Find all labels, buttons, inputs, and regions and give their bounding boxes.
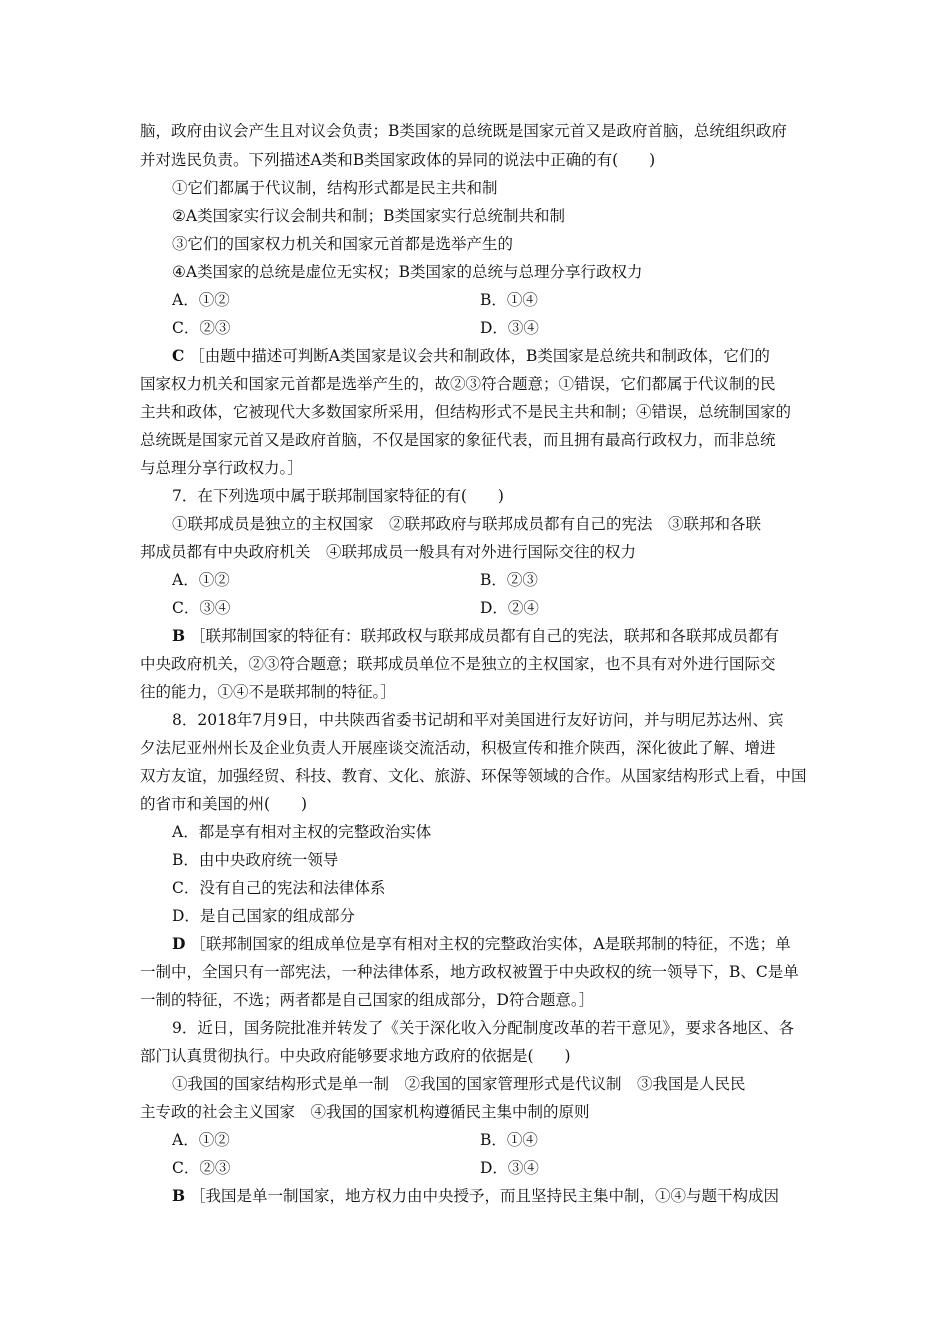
q6-option-a: A．①② xyxy=(172,291,230,309)
q6-explanation-line: 总统既是国家元首又是政府首脑，不仅是国家的象征代表，而且拥有最高行政权力，而非总统 xyxy=(140,431,776,449)
q6-answer: C xyxy=(172,346,185,365)
q6-option-d: D．③④ xyxy=(480,319,539,337)
q7-option-b: B．②③ xyxy=(480,571,538,589)
q6-explanation-text: ［由题中描述可判断A类国家是议会共和制政体，B类国家是总统共和制政体，它们的 xyxy=(189,347,770,365)
q9-option-c: C．②③ xyxy=(172,1159,231,1177)
q9-explanation-line xyxy=(172,1186,820,1206)
q8-answer: D xyxy=(172,934,186,953)
q9-option-d: D．③④ xyxy=(480,1159,539,1177)
q6-option-c: C．②③ xyxy=(172,319,231,337)
q7-option-c: C．③④ xyxy=(172,599,231,617)
q6-explanation-line: 主共和政体，它被现代大多数国家所采用，但结构形式不是民主共和制；④错误，总统制国家的 xyxy=(140,403,792,421)
q8-stem-line: 夕法尼亚州州长及企业负责人开展座谈交流活动，积极宣传和推介陕西，深化彼此了解、增进 xyxy=(140,739,776,757)
q7-explanation-text: ［联邦制国家的特征有：联邦政权与联邦成员都有自己的宪法，联邦和各联邦成员都有 xyxy=(190,627,780,645)
q7-stem: 7．在下列选项中属于联邦制国家特征的有( ) xyxy=(172,487,504,505)
q7-option-d: D．②④ xyxy=(480,599,539,617)
q7-item: ①联邦成员是独立的主权国家 ②联邦政府与联邦成员都有自己的宪法 ③联邦和各联 xyxy=(172,515,762,533)
q6-stem-line: 脑，政府由议会产生且对议会负责；B类国家的总统既是国家元首又是政府首脑，总统组织政府 xyxy=(140,122,787,140)
q8-option-b: B．由中央政府统一领导 xyxy=(172,851,339,869)
q6-item: ①它们都属于代议制，结构形式都是民主共和制 xyxy=(172,179,498,197)
q7-answer: B xyxy=(172,626,186,645)
q8-option-a: A．都是享有相对主权的完整政治实体 xyxy=(172,823,432,841)
q6-explanation-line: 与总理分享行政权力。］ xyxy=(140,459,303,477)
q8-explanation-line: 一制的特征，不选；两者都是自己国家的组成部分，D符合题意。］ xyxy=(140,991,595,1009)
q7-item: 邦成员都有中央政府机关 ④联邦成员一般具有对外进行国际交往的权力 xyxy=(140,543,637,561)
q6-option-b: B．①④ xyxy=(480,291,538,309)
q7-explanation-line xyxy=(172,626,820,646)
q8-stem-line: 的省市和美国的州( ) xyxy=(140,795,308,813)
q6-stem-line: 并对选民负责。下列描述A类和B类国家政体的异同的说法中正确的有( ) xyxy=(140,151,656,169)
q9-explanation-text: ［我国是单一制国家，地方权力由中央授予，而且坚持民主集中制，①④与题干构成因 xyxy=(190,1187,780,1205)
q7-explanation-line: 中央政府机关，②③符合题意；联邦成员单位不是独立的主权国家，也不具有对外进行国际交 xyxy=(140,655,776,673)
q6-item: ③它们的国家权力机关和国家元首都是选举产生的 xyxy=(172,235,514,253)
q8-option-c: C．没有自己的宪法和法律体系 xyxy=(172,879,386,897)
q9-stem-line: 9．近日，国务院批准并转发了《关于深化收入分配制度改革的若干意见》，要求各地区、各 xyxy=(172,1019,795,1037)
q7-explanation-line: 往的能力，①④不是联邦制的特征。］ xyxy=(140,683,396,701)
q9-option-a: A．①② xyxy=(172,1131,230,1149)
q9-item: ①我国的国家结构形式是单一制 ②我国的国家管理形式是代议制 ③我国是人民民 xyxy=(172,1075,746,1093)
q6-explanation-line xyxy=(172,346,820,366)
q8-explanation-line: 一制中，全国只有一部宪法，一种法律体系，地方政权被置于中央政权的统一领导下，B、C是单 xyxy=(140,963,799,981)
q8-stem-line: 双方友谊，加强经贸、科技、教育、文化、旅游、环保等领域的合作。从国家结构形式上看，中国 xyxy=(140,767,807,785)
q7-option-a: A．①② xyxy=(172,571,230,589)
q9-stem-line: 部门认真贯彻执行。中央政府能够要求地方政府的依据是( ) xyxy=(140,1047,571,1065)
q6-item: ②A类国家实行议会制共和制；B类国家实行总统制共和制 xyxy=(172,207,565,225)
q9-item: 主专政的社会主义国家 ④我国的国家机构遵循民主集中制的原则 xyxy=(140,1103,590,1121)
q6-item: ④A类国家的总统是虚位无实权；B类国家的总统与总理分享行政权力 xyxy=(172,263,643,281)
q8-explanation-text: ［联邦制国家的组成单位是享有相对主权的完整政治实体，A是联邦制的特征，不选；单 xyxy=(190,935,791,953)
q9-option-b: B．①④ xyxy=(480,1131,538,1149)
q8-explanation-line xyxy=(172,934,820,954)
q9-answer: B xyxy=(172,1186,186,1205)
q8-option-d: D．是自己国家的组成部分 xyxy=(172,907,355,925)
q8-stem-line: 8．2018年7月9日，中共陕西省委书记胡和平对美国进行友好访问，并与明尼苏达州、宾 xyxy=(172,711,784,729)
q6-explanation-line: 国家权力机关和国家元首都是选举产生的，故②③符合题意；①错误，它们都属于代议制的民 xyxy=(140,375,776,393)
